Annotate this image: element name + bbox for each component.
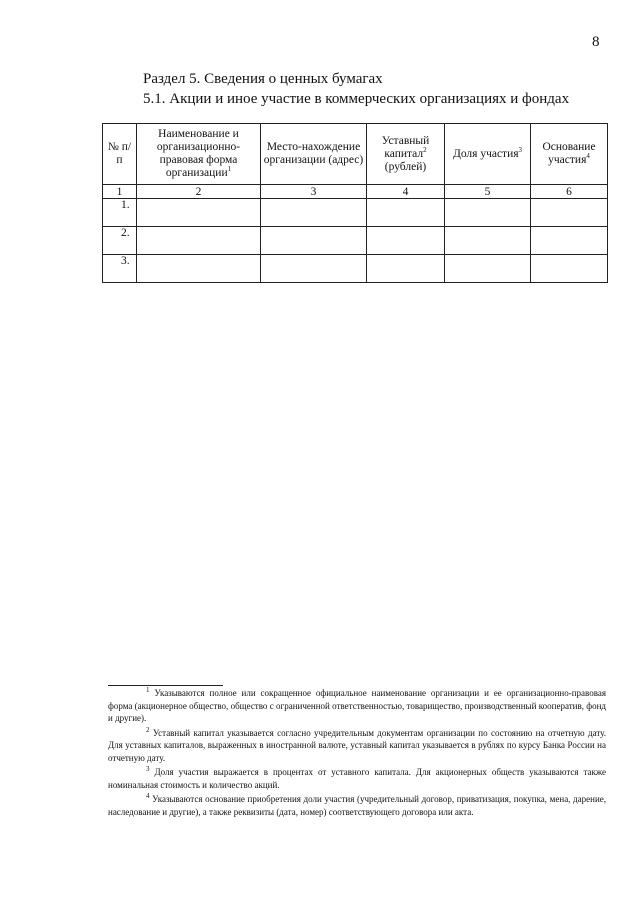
page-number: 8 bbox=[592, 34, 600, 50]
table-cell[interactable] bbox=[445, 227, 531, 255]
table-row bbox=[103, 255, 608, 283]
table-cell[interactable] bbox=[531, 227, 608, 255]
header-cell-share bbox=[445, 124, 531, 185]
column-number-row bbox=[103, 185, 608, 199]
row-number: 1. bbox=[103, 199, 137, 227]
table-cell[interactable] bbox=[445, 199, 531, 227]
table-cell[interactable] bbox=[261, 255, 367, 283]
row-number: 2. bbox=[103, 227, 137, 255]
footnote-mark: 1 bbox=[146, 686, 150, 694]
footnote-text: Доля участия выражается в процентах от уставного капитала. Для акционерных обществ указываются также номинальная стоимость и количество акций. bbox=[108, 767, 606, 790]
footnote-text: Указываются основание приобретения доли участия (учредительный договор, приватизация, покупка, мена, дарение, наследование и другие), а также реквизиты (дата, номер) соответствующего договора или акта. bbox=[108, 794, 607, 817]
footnote-ref: 3 bbox=[518, 145, 523, 154]
footnote-1 bbox=[108, 687, 606, 725]
header-cell-location bbox=[261, 124, 367, 185]
header-capital-unit: (рублей) bbox=[384, 160, 427, 173]
table-cell[interactable] bbox=[137, 199, 261, 227]
header-cell-basis bbox=[531, 124, 608, 185]
table-row bbox=[103, 199, 608, 227]
footnote-ref: 1 bbox=[227, 165, 232, 174]
header-cell-name bbox=[137, 124, 261, 185]
table-cell[interactable] bbox=[261, 227, 367, 255]
table-cell[interactable] bbox=[367, 227, 445, 255]
header-cell-capital bbox=[367, 124, 445, 185]
footnote-2 bbox=[108, 727, 606, 765]
footnote-3 bbox=[108, 766, 606, 791]
footnote-ref: 2 bbox=[423, 145, 427, 154]
table-cell[interactable] bbox=[137, 255, 261, 283]
section-title: Раздел 5. Сведения о ценных бумагах bbox=[143, 71, 383, 87]
subsection-title: 5.1. Акции и иное участие в коммерческих организациях и фондах bbox=[143, 91, 570, 107]
footnote-ref: 4 bbox=[586, 152, 590, 161]
header-capital-label: Уставный капитал bbox=[381, 134, 430, 160]
row-number: 3. bbox=[103, 255, 137, 283]
column-number: 5 bbox=[445, 185, 531, 199]
header-number-label: № п/п bbox=[107, 141, 132, 166]
header-cell-number bbox=[103, 124, 137, 185]
header-name-label: Наименование и организационно-правовая форма организации bbox=[156, 128, 241, 179]
footnote-mark: 3 bbox=[146, 765, 150, 773]
column-number: 6 bbox=[531, 185, 608, 199]
column-number: 4 bbox=[367, 185, 445, 199]
footnotes bbox=[108, 687, 606, 820]
table-cell[interactable] bbox=[445, 255, 531, 283]
column-number: 3 bbox=[261, 185, 367, 199]
table-cell[interactable] bbox=[137, 227, 261, 255]
footnote-text: Указываются полное или сокращенное официальное наименование организации и ее организационно-правовая форма (акционерное общество, общество с ограниченной ответственностью, товарищество, производственный кооператив, фонд и другие). bbox=[108, 688, 607, 723]
header-share-label: Доля участия bbox=[452, 147, 519, 160]
table-cell[interactable] bbox=[531, 199, 608, 227]
table-row bbox=[103, 227, 608, 255]
table-cell[interactable] bbox=[367, 199, 445, 227]
table-cell[interactable] bbox=[531, 255, 608, 283]
footnote-mark: 2 bbox=[146, 725, 150, 734]
footnote-mark: 4 bbox=[146, 792, 150, 800]
shares-table bbox=[102, 123, 608, 283]
header-location-label: Место-нахождение организации (адрес) bbox=[263, 141, 364, 166]
column-number: 1 bbox=[103, 185, 137, 199]
header-basis-label: Основание участия bbox=[542, 141, 596, 166]
column-number: 2 bbox=[137, 185, 261, 199]
footnote-text: Уставный капитал указывается согласно учредительным документам организации по состоянию на отчетную дату. Для уставных капиталов, выраженных в иностранной валюте, уставный капитал указывается в рублях по курсу Банка России на отчетную дату. bbox=[108, 727, 606, 763]
footnote-separator bbox=[108, 685, 223, 686]
table-cell[interactable] bbox=[261, 199, 367, 227]
table-header-row bbox=[103, 124, 608, 185]
table-cell[interactable] bbox=[367, 255, 445, 283]
footnote-4 bbox=[108, 793, 606, 818]
